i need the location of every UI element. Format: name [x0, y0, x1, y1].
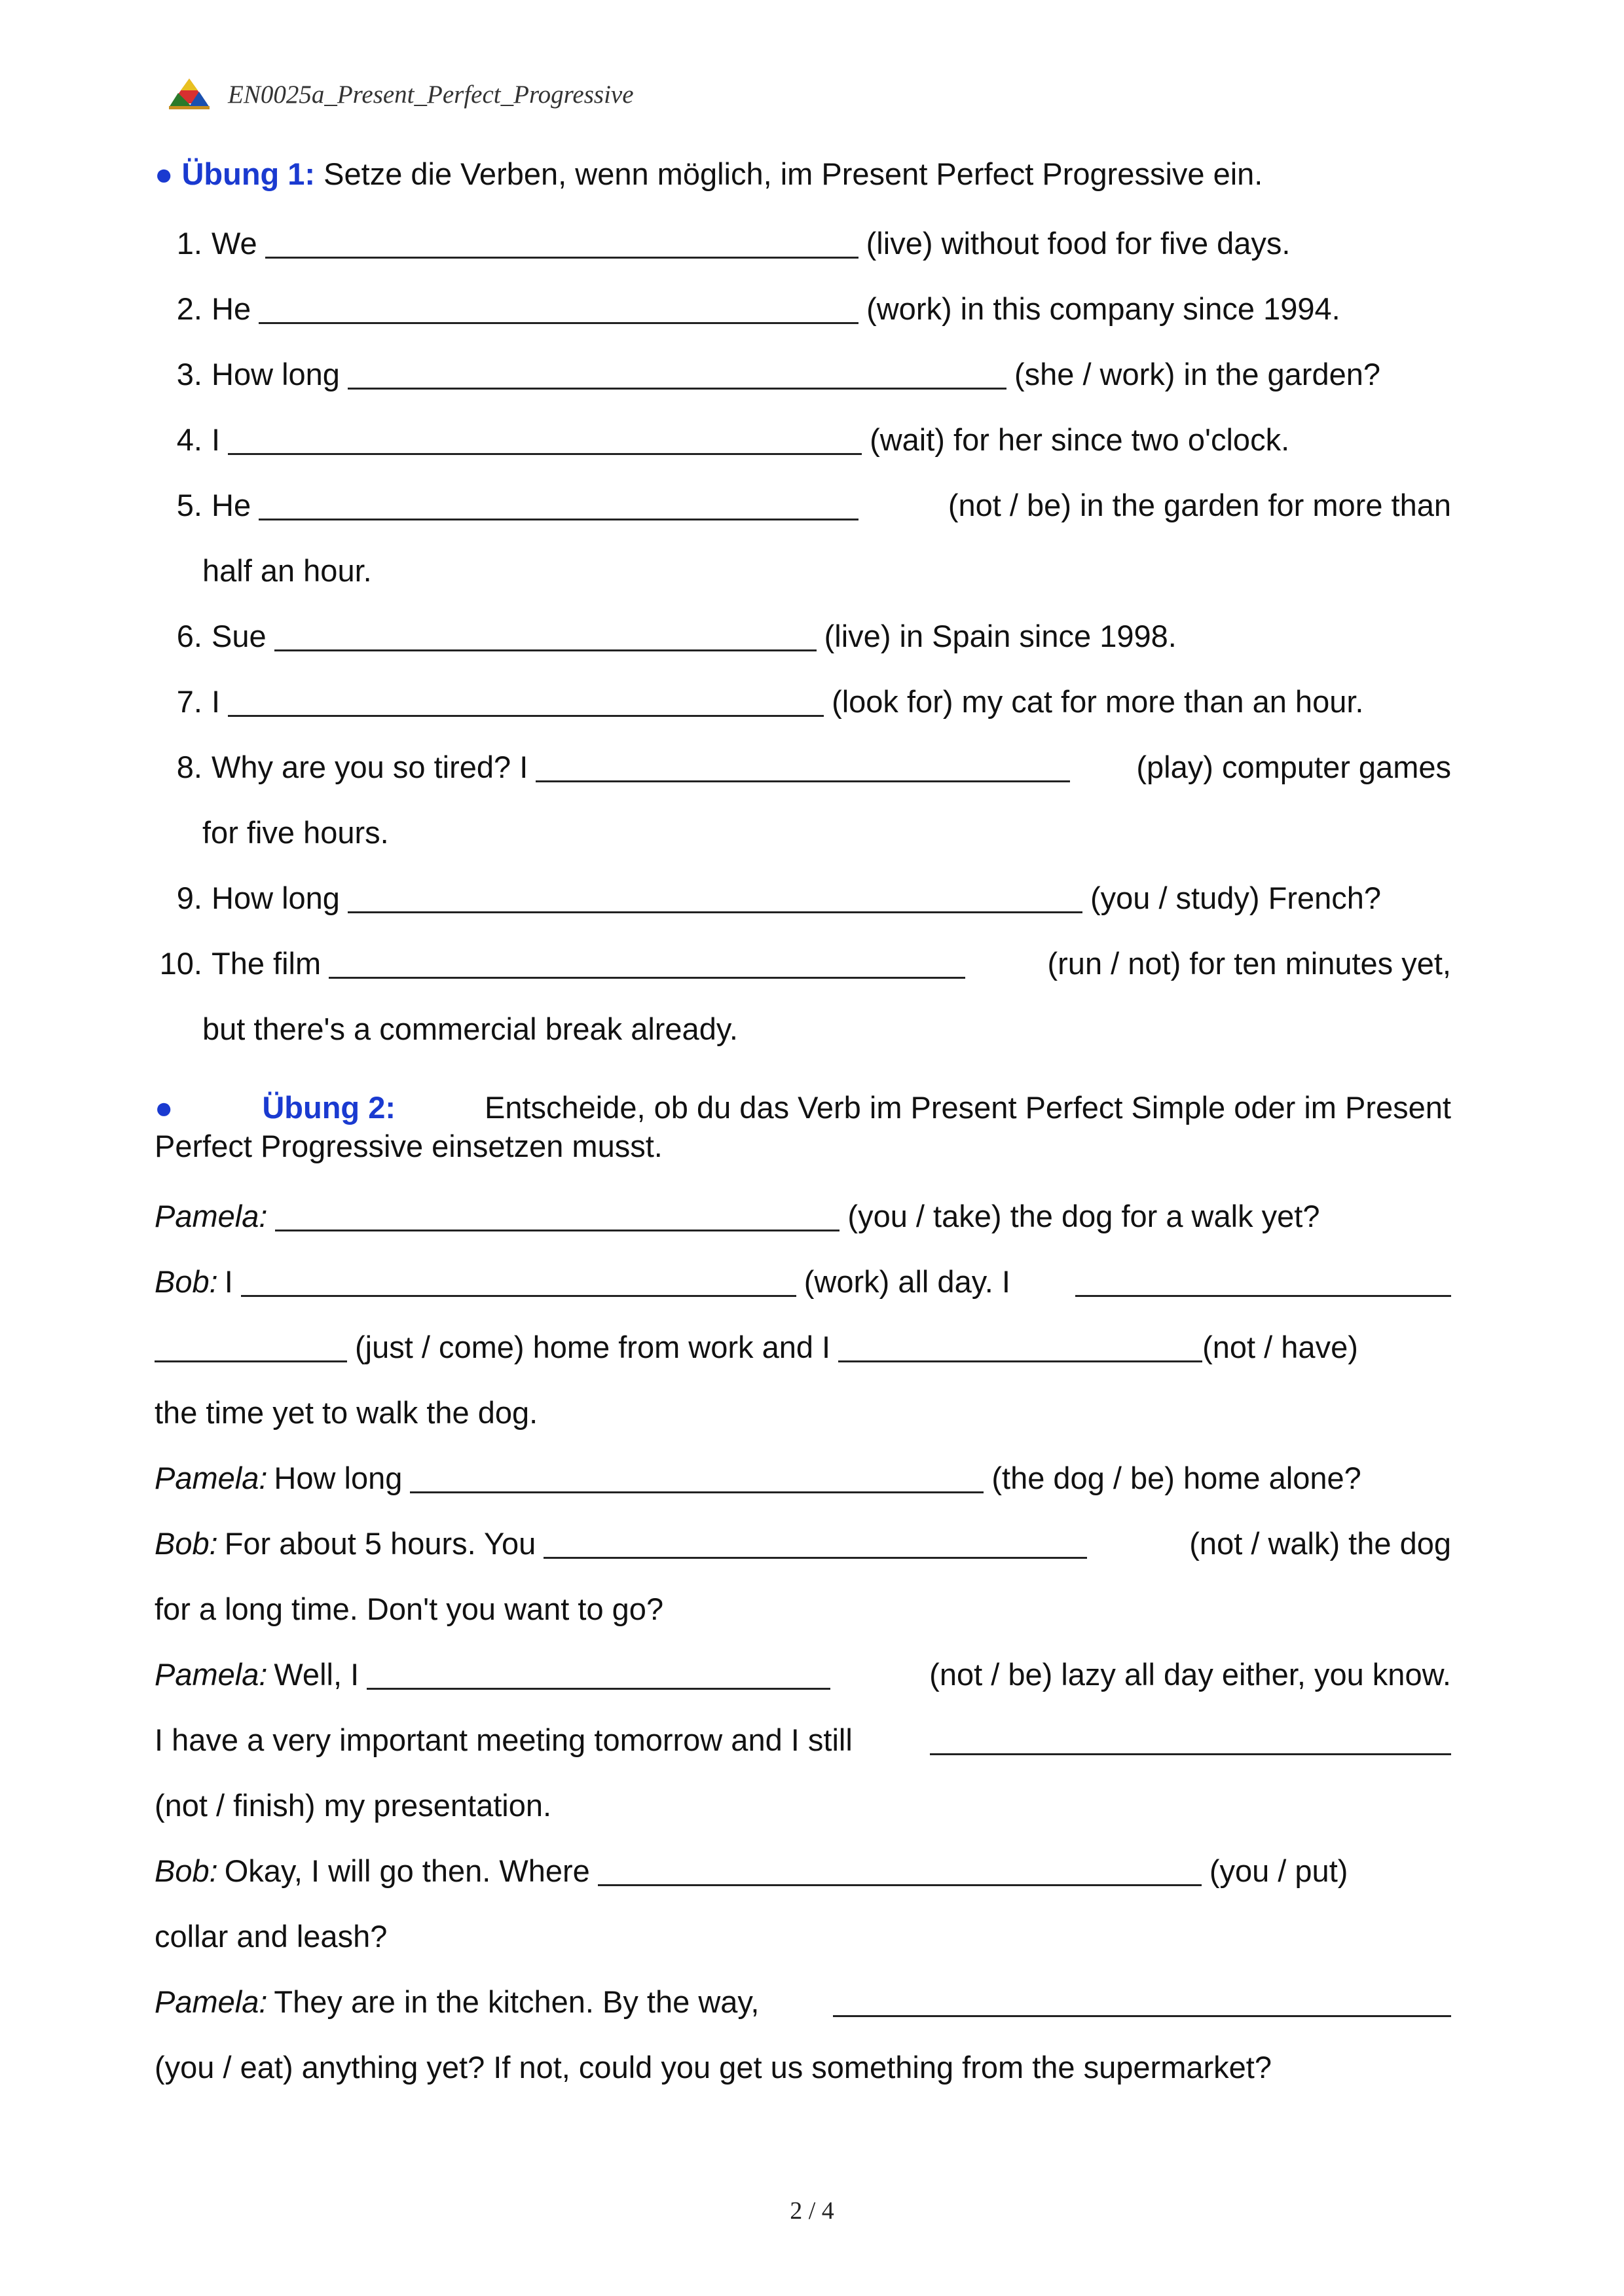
dialogue-text: for a long time. Don't you want to go? — [155, 1592, 664, 1626]
document-title: EN0025a_Present_Perfect_Progressive — [228, 81, 634, 109]
item-continuation-text: but there's a commercial break already. — [202, 1011, 738, 1046]
item-number: 7. — [176, 684, 202, 719]
item-number: 8. — [176, 750, 202, 784]
item-continuation — [202, 552, 1447, 590]
item-number: 10. — [159, 946, 202, 981]
exercise-item — [155, 355, 1451, 393]
item-prompt: He — [212, 291, 251, 326]
item-hint: (live) without food for five days. — [866, 226, 1291, 261]
exercise-item — [155, 879, 1451, 917]
answer-blank[interactable] — [275, 1202, 840, 1231]
dialogue-text: For about 5 hours. You — [224, 1526, 536, 1561]
answer-blank[interactable] — [348, 884, 1082, 913]
dialogue-line — [155, 1656, 1451, 1694]
item-prompt: I — [212, 422, 221, 457]
item-hint: (live) in Spain since 1998. — [824, 619, 1177, 653]
exercise2-instruction-line1: Entscheide, ob du das Verb im Present Perfect Simple oder im Present — [484, 1090, 1451, 1125]
answer-blank[interactable] — [1075, 1267, 1451, 1297]
item-number: 9. — [176, 881, 202, 915]
dialogue-text: collar and leash? — [155, 1919, 388, 1954]
speaker-bob: Bob: — [155, 1526, 218, 1561]
exercise-item — [155, 290, 1451, 328]
exercise-item — [155, 683, 1451, 721]
answer-blank[interactable] — [367, 1660, 830, 1690]
dialogue-text: (just / come) home from work and I — [355, 1330, 831, 1364]
answer-blank[interactable] — [838, 1333, 1202, 1362]
item-prompt: How long — [212, 881, 340, 915]
item-hint: (look for) my cat for more than an hour. — [832, 684, 1364, 719]
speaker-bob: Bob: — [155, 1853, 218, 1888]
dialogue-line — [155, 1590, 1451, 1628]
item-prompt: Why are you so tired? I — [212, 750, 528, 784]
answer-blank[interactable] — [259, 491, 858, 520]
item-hint: (work) in this company since 1994. — [866, 291, 1340, 326]
exercise1-label: Übung 1: — [181, 156, 316, 191]
answer-blank[interactable] — [930, 1726, 1451, 1755]
dialogue-hint: (not / finish) my presentation. — [155, 1788, 552, 1823]
exercise-item — [155, 945, 1451, 983]
item-prompt: I — [212, 684, 221, 719]
exercise2-instruction-cont — [155, 1127, 1451, 1165]
dialogue-line — [155, 1197, 1451, 1235]
item-prompt: Sue — [212, 619, 267, 653]
exercise1-instruction: Setze die Verben, wenn möglich, im Present Perfect Progressive ein. — [323, 156, 1263, 191]
item-number: 4. — [176, 422, 202, 457]
item-hint: (run / not) for ten minutes yet, — [1047, 946, 1451, 981]
page-number: 2 / 4 — [790, 2197, 834, 2225]
answer-blank[interactable] — [544, 1529, 1087, 1559]
dialogue-hint: (the dog / be) home alone? — [991, 1461, 1361, 1495]
exercise2-heading — [155, 1089, 1451, 1127]
exercise-item — [155, 421, 1451, 459]
speaker-bob: Bob: — [155, 1264, 218, 1299]
dialogue-line — [155, 1918, 1451, 1956]
dialogue-line — [155, 1983, 1451, 2021]
item-number: 2. — [176, 291, 202, 326]
dialogue-line — [155, 1787, 1451, 1825]
item-number: 6. — [176, 619, 202, 653]
item-continuation — [202, 814, 1447, 852]
item-prompt: How long — [212, 357, 340, 392]
answer-blank[interactable] — [155, 1333, 347, 1362]
bullet: ● — [155, 156, 174, 191]
dialogue-hint: (not / be) lazy all day either, you know. — [929, 1657, 1451, 1692]
dialogue-text: They are in the kitchen. By the way, — [274, 1984, 760, 2019]
dialogue-line — [155, 1459, 1451, 1497]
item-hint: (you / study) French? — [1090, 881, 1382, 915]
dialogue-text: How long — [274, 1461, 403, 1495]
item-hint: (wait) for her since two o'clock. — [870, 422, 1290, 457]
dialogue-line — [155, 1328, 1451, 1366]
exercise-item — [155, 486, 1451, 524]
dialogue-text: Okay, I will go then. Where — [224, 1853, 590, 1888]
mountain-logo-icon — [169, 77, 210, 110]
item-prompt: We — [212, 226, 257, 261]
dialogue-line — [155, 1394, 1451, 1432]
answer-blank[interactable] — [274, 622, 817, 651]
dialogue-line — [155, 1525, 1451, 1563]
exercise2-instruction-line2: Perfect Progressive einsetzen musst. — [155, 1129, 663, 1163]
dialogue-line — [155, 2049, 1451, 2086]
answer-blank[interactable] — [228, 687, 824, 717]
item-continuation — [202, 1010, 1447, 1048]
dialogue-line — [155, 1263, 1451, 1301]
dialogue-text: I have a very important meeting tomorrow and I still — [155, 1722, 853, 1757]
dialogue-text: I — [224, 1264, 233, 1299]
answer-blank[interactable] — [228, 426, 862, 455]
exercise2-label: Übung 2: — [262, 1090, 396, 1125]
exercise-item — [155, 225, 1451, 263]
speaker-pamela: Pamela: — [155, 1461, 268, 1495]
dialogue-hint: (you / take) the dog for a walk yet? — [847, 1199, 1320, 1233]
item-number: 1. — [176, 226, 202, 261]
item-prompt: He — [212, 488, 251, 522]
dialogue-text: (you / eat) anything yet? If not, could you get us something from the supermarket? — [155, 2050, 1272, 2085]
dialogue-text: Well, I — [274, 1657, 360, 1692]
dialogue-hint: (not / have) — [1202, 1330, 1358, 1364]
answer-blank[interactable] — [348, 360, 1006, 390]
speaker-pamela: Pamela: — [155, 1199, 268, 1233]
bullet: ● — [155, 1090, 174, 1125]
answer-blank[interactable] — [536, 753, 1070, 782]
exercise-item — [155, 617, 1451, 655]
answer-blank[interactable] — [329, 949, 965, 979]
dialogue-text: (work) all day. I — [803, 1264, 1010, 1299]
item-hint: (not / be) in the garden for more than — [948, 488, 1451, 522]
item-continuation-text: half an hour. — [202, 553, 372, 588]
answer-blank[interactable] — [833, 1988, 1451, 2017]
answer-blank[interactable] — [598, 1857, 1202, 1886]
dialogue-text: the time yet to walk the dog. — [155, 1395, 538, 1430]
dialogue-hint: (you / put) — [1209, 1853, 1348, 1888]
dialogue-line — [155, 1721, 1451, 1759]
item-number: 5. — [176, 488, 202, 522]
exercise1-heading — [155, 155, 1451, 193]
item-hint: (play) computer games — [1136, 750, 1451, 784]
exercise-item — [155, 748, 1451, 786]
item-number: 3. — [176, 357, 202, 392]
item-continuation-text: for five hours. — [202, 815, 389, 850]
item-hint: (she / work) in the garden? — [1014, 357, 1381, 392]
answer-blank[interactable] — [259, 295, 858, 324]
dialogue-line — [155, 1852, 1451, 1890]
speaker-pamela: Pamela: — [155, 1984, 268, 2019]
answer-blank[interactable] — [241, 1267, 796, 1297]
dialogue-hint: (not / walk) the dog — [1189, 1526, 1451, 1561]
answer-blank[interactable] — [265, 229, 858, 259]
speaker-pamela: Pamela: — [155, 1657, 268, 1692]
item-prompt: The film — [212, 946, 322, 981]
answer-blank[interactable] — [410, 1464, 984, 1493]
